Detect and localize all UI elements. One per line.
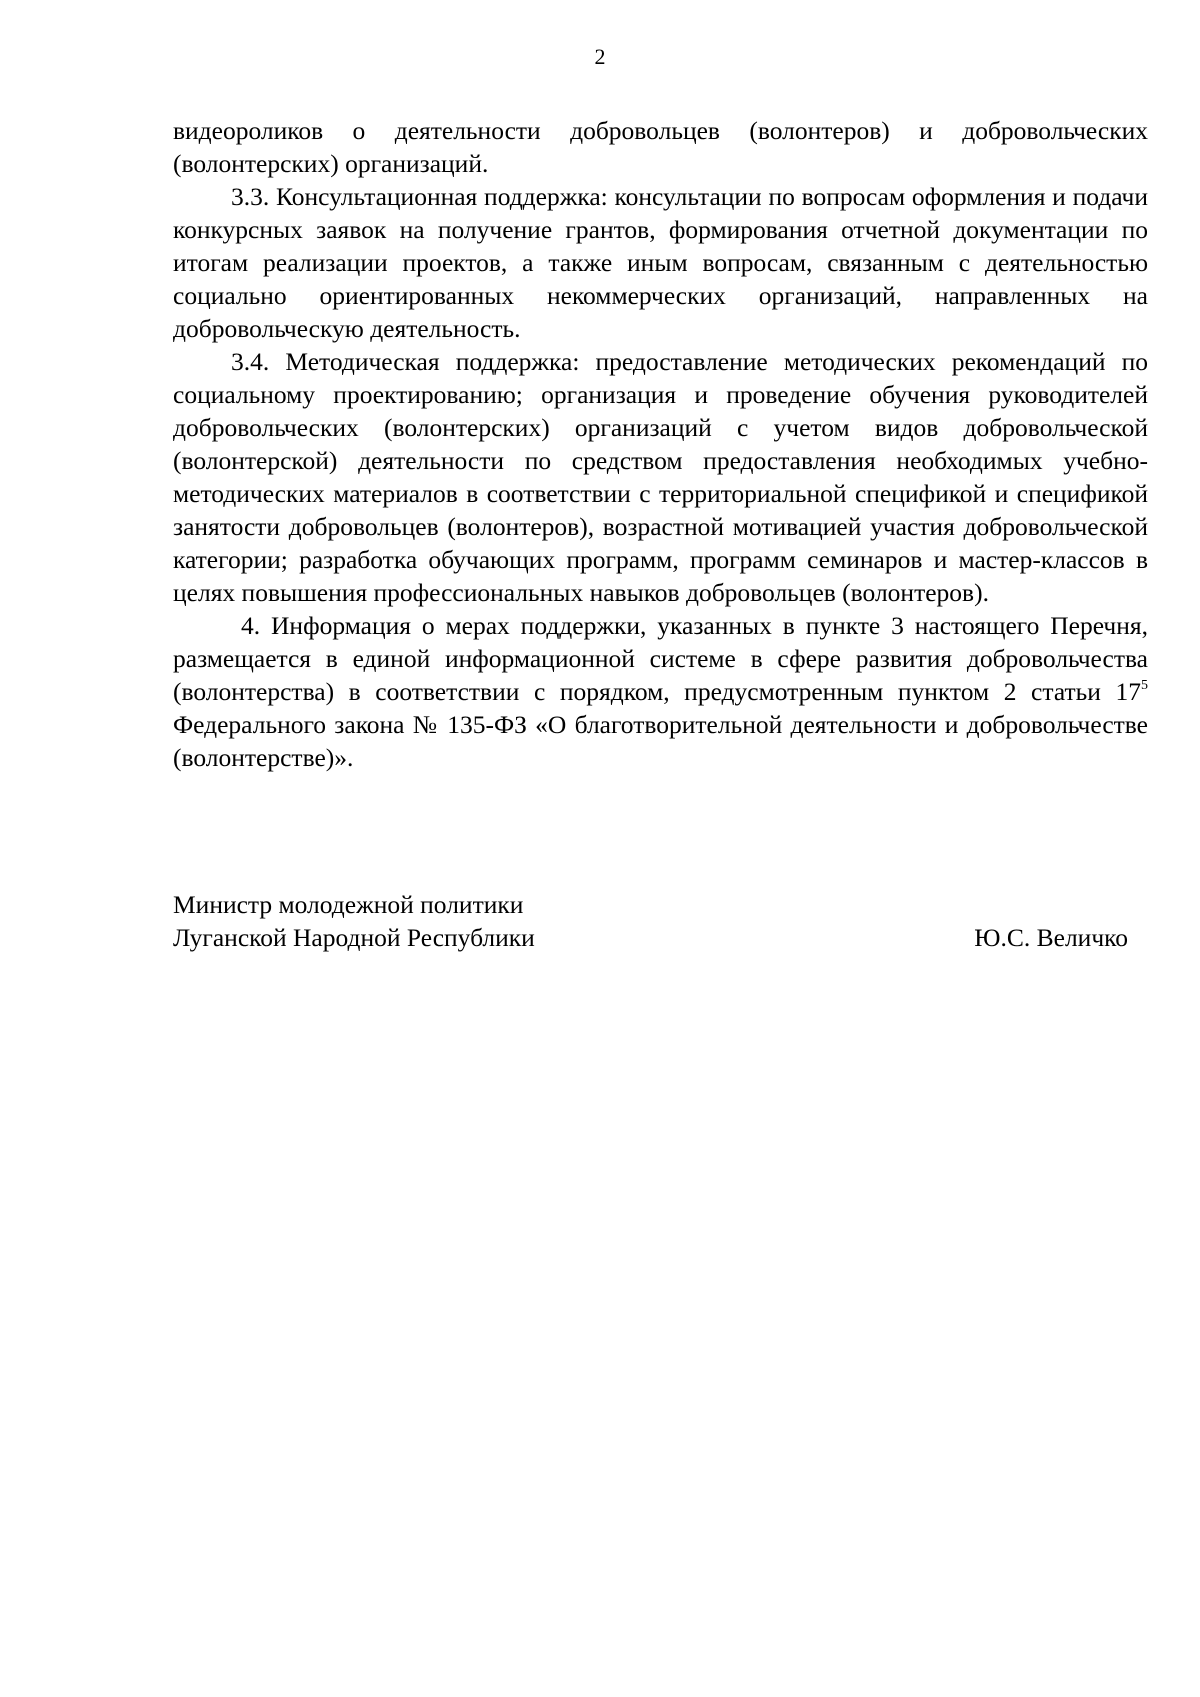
paragraph-4-information	[173, 609, 1148, 774]
signature-title-line-2	[173, 921, 1128, 954]
document-body	[173, 114, 1148, 774]
article-superscript: 5	[1141, 678, 1148, 693]
paragraph-3-4-methodical-support: 3.4. Методическая поддержка: предоставление методических рекомендаций по социальному проектированию; организация и проведение обучения руководителей добровольческих (волонтерских) организаций с учетом видов добровольческой (волонтерской) деятельности по средством предоставления необходимых учебно-методических материалов в соответствии с территориальной спецификой и спецификой занятости добровольцев (волонтеров), возрастной мотивацией участия добровольческой категории; разработка обучающих программ, программ семинаров и мастер-классов в целях повышения профессиональных навыков добровольцев (волонтеров).	[173, 347, 1148, 607]
paragraph-4-text-start: 4. Информация о мерах поддержки, указанных в пункте 3 настоящего Перечня, размещается в единой информационной системе в сфере развития добровольчества (волонтерства) в соответствии с порядком, предусмотренным пунктом 2 статьи 17	[173, 611, 1148, 706]
page-number: 2	[594, 44, 606, 69]
signature-block	[173, 888, 1128, 954]
paragraph-continuation: видеороликов о деятельности добровольцев (волонтеров) и добровольческих (волонтерских) организаций.	[173, 116, 1148, 178]
paragraph-4-text-end: Федерального закона № 135-ФЗ «О благотворительной деятельности и добровольчестве (волонтерстве)».	[173, 710, 1148, 772]
signer-organization: Луганской Народной Республики	[173, 923, 535, 952]
signature-title-line-1	[173, 888, 1128, 921]
paragraph-3-3-consulting-support: 3.3. Консультационная поддержка: консультации по вопросам оформления и подачи конкурсных заявок на получение грантов, формирования отчетной документации по итогам реализации проектов, а также иным вопросам, связанным с деятельностью социально ориентированных некоммерческих организаций, направленных на добровольческую деятельность.	[173, 182, 1148, 343]
signer-position: Министр молодежной политики	[173, 890, 524, 919]
signer-name: Ю.С. Величко	[974, 923, 1128, 952]
